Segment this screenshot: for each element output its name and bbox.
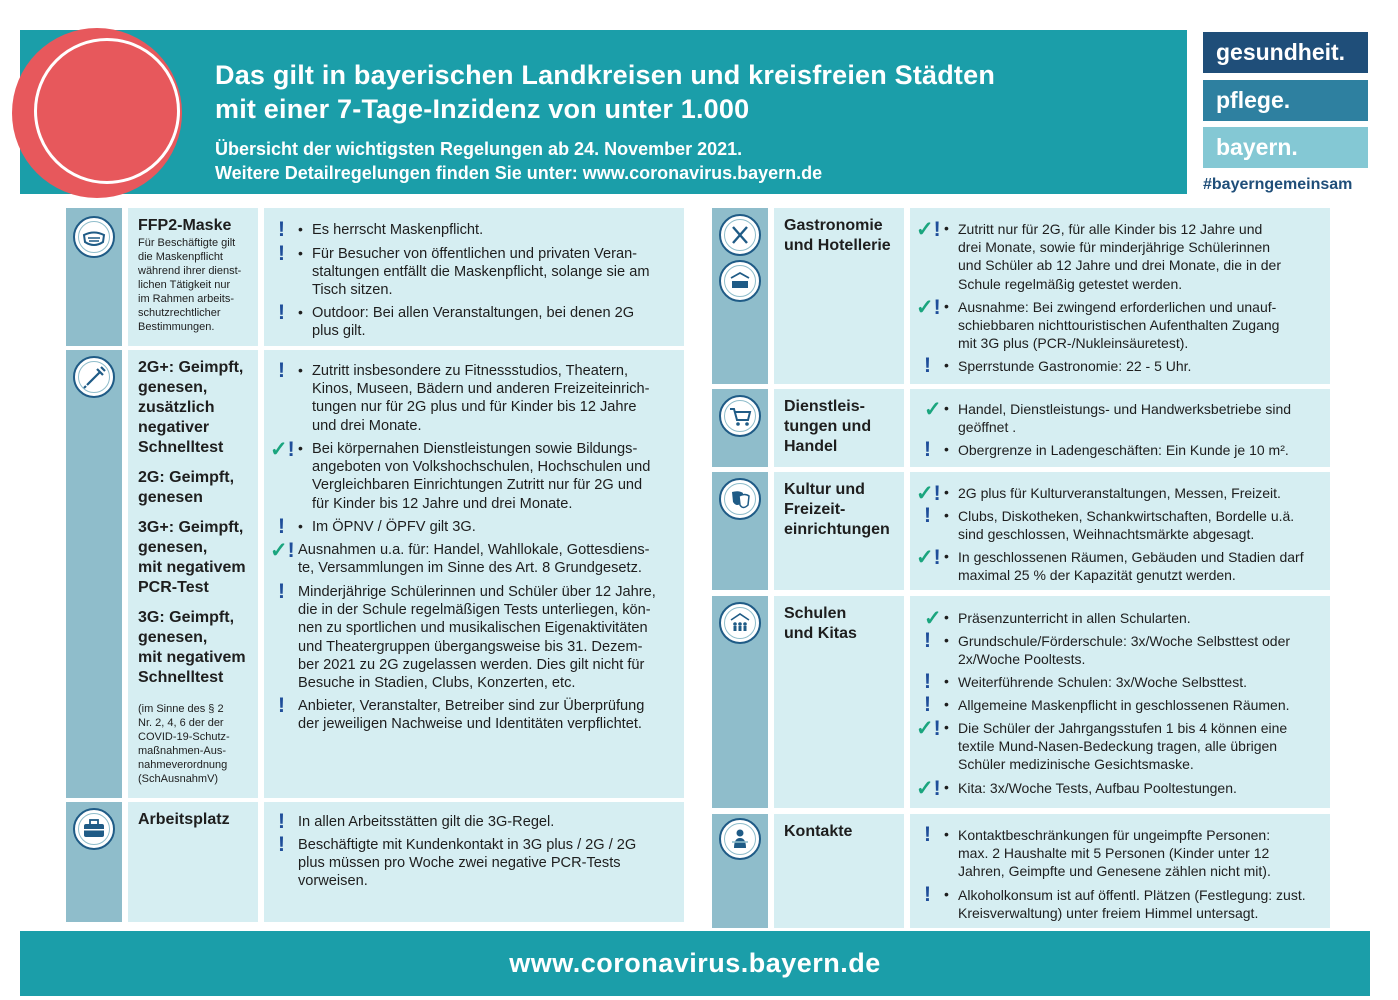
bullet-dot: • bbox=[944, 719, 949, 735]
note-line: nahmeverordnung bbox=[138, 759, 228, 771]
gastro-title bbox=[784, 216, 894, 256]
exclamation-icon: ! bbox=[933, 296, 941, 319]
title-line: Dienstleis- bbox=[784, 398, 865, 415]
subtitle-line-2: Weitere Detailregelungen finden Sie unter: www.coronavirus.bayern.de bbox=[215, 163, 823, 183]
exclamation-mark bbox=[278, 242, 285, 266]
bullet-dot: • bbox=[944, 696, 949, 712]
rule-line: 3G: Geimpft, bbox=[138, 609, 235, 626]
exclamation-icon: ! bbox=[933, 482, 941, 505]
exclamation-icon: ! bbox=[278, 515, 285, 538]
work-title: Arbeitsplatz bbox=[138, 811, 230, 828]
rule-line: negativer bbox=[138, 419, 210, 436]
bullet-dot: • bbox=[944, 548, 949, 564]
rule-text-line: Minderjährige Schülerinnen und Schüler über 12 Jahre, bbox=[298, 584, 656, 600]
check-exclamation-marks bbox=[916, 481, 941, 506]
rule-text-line: Für Besucher von öffentlichen und privaten Veran- bbox=[312, 246, 638, 262]
exclamation-mark bbox=[278, 694, 285, 718]
rule-text-line: Handel, Dienstleistungs- und Handwerksbetriebe sind bbox=[958, 401, 1292, 417]
rules-note bbox=[138, 702, 248, 786]
rule-line: Schnelltest bbox=[138, 669, 224, 686]
bullet-dot: • bbox=[298, 304, 303, 320]
rule-text-line: textile Mund-Nasen-Bedeckung tragen, alle übrigen bbox=[958, 738, 1278, 755]
exclamation-icon: ! bbox=[278, 833, 285, 856]
check-exclamation-marks bbox=[916, 716, 941, 741]
rule-text-line: Grundschule/Förderschule: 3x/Woche Selbsttest oder bbox=[958, 633, 1291, 649]
bullet-dot: • bbox=[944, 357, 949, 373]
rule-text-line: staltungen entfällt die Maskenpflicht, solange sie am bbox=[312, 264, 650, 281]
exclamation-mark bbox=[924, 354, 931, 378]
exclamation-icon: ! bbox=[933, 777, 941, 800]
gastro-icon-column bbox=[712, 208, 768, 384]
exclamation-icon: ! bbox=[924, 438, 931, 461]
rule-text-line: angeboten von Volkshochschulen, Hochschulen und bbox=[312, 459, 651, 476]
rule-text-line: Kita: 3x/Woche Tests, Aufbau Pooltestungen. bbox=[958, 780, 1237, 796]
exclamation-icon: ! bbox=[924, 823, 931, 846]
exclamation-mark bbox=[924, 504, 931, 528]
exclamation-icon: ! bbox=[278, 359, 285, 382]
rule-text-line: Allgemeine Maskenpflicht in geschlossenen Räumen. bbox=[958, 697, 1290, 713]
rule-text-line: In allen Arbeitsstätten gilt die 3G-Regel. bbox=[298, 814, 555, 830]
title-line: Gastronomie bbox=[784, 217, 883, 234]
rule-text-line: Weiterführende Schulen: 3x/Woche Selbsttest. bbox=[958, 674, 1247, 690]
title-line: und Kitas bbox=[784, 625, 857, 642]
theater-masks-icon bbox=[719, 478, 761, 520]
hashtag: #bayerngemeinsam bbox=[1203, 176, 1353, 193]
rule-text-line: Obergrenze in Ladengeschäften: Ein Kunde je 10 m². bbox=[958, 442, 1289, 458]
rule-text-line: Im ÖPNV / ÖPFV gilt 3G. bbox=[312, 519, 476, 535]
rule-line: mit negativem bbox=[138, 649, 246, 666]
exclamation-mark bbox=[924, 883, 931, 907]
rule-text-line: geöffnet . bbox=[958, 419, 1017, 436]
rule-text-line: Bei körpernahen Dienstleistungen sowie Bildungs- bbox=[312, 441, 638, 457]
rule-text-line: Tisch sitzen. bbox=[312, 282, 393, 299]
rule-text-line: Die Schüler der Jahrgangsstufen 1 bis 4 können eine bbox=[958, 720, 1288, 736]
exclamation-mark bbox=[924, 629, 931, 653]
bullet-dot: • bbox=[944, 632, 949, 648]
rule-line: genesen, bbox=[138, 379, 208, 396]
exclamation-icon: ! bbox=[278, 810, 285, 833]
note-line: lichen Tätigkeit nur bbox=[138, 279, 231, 291]
title-line: tungen und bbox=[784, 418, 872, 435]
rule-text-line: Präsenzunterricht in allen Schularten. bbox=[958, 610, 1191, 626]
exclamation-icon: ! bbox=[924, 504, 931, 527]
bullet-dot: • bbox=[944, 441, 949, 457]
rule-text-line: Zutritt nur für 2G, für alle Kinder bis 12 Jahre und bbox=[958, 221, 1263, 237]
bullet-dot: • bbox=[298, 362, 303, 378]
rule-line: genesen bbox=[138, 489, 203, 506]
bullet-dot: • bbox=[298, 221, 303, 237]
title-line: Handel bbox=[784, 438, 838, 455]
exclamation-icon: ! bbox=[278, 218, 285, 241]
note-line: COVID-19-Schutz- bbox=[138, 731, 230, 743]
rule-text-line: vorweisen. bbox=[298, 873, 368, 890]
cutlery-icon bbox=[719, 214, 761, 256]
rule-line: Schnelltest bbox=[138, 439, 224, 456]
check-exclamation-marks bbox=[916, 295, 941, 320]
exclamation-mark bbox=[278, 301, 285, 325]
schulen-title bbox=[784, 604, 894, 644]
rules-label bbox=[128, 350, 258, 798]
rule-line: 3G+: Geimpft, bbox=[138, 519, 244, 536]
page-subtitle bbox=[215, 137, 1175, 185]
rule-text-line: te, Versammlungen im Sinne des Art. 8 Grundgesetz. bbox=[298, 560, 642, 577]
rule-3g bbox=[138, 608, 248, 688]
rule-text-line: Kreisverwaltung) unter freiem Himmel untersagt. bbox=[958, 905, 1259, 922]
bullet-dot: • bbox=[944, 507, 949, 523]
schulen-label bbox=[774, 596, 904, 808]
exclamation-mark bbox=[924, 693, 931, 717]
circle-ring bbox=[34, 38, 180, 184]
hotel-bed-icon bbox=[719, 260, 761, 302]
subtitle-line-1: Übersicht der wichtigsten Regelungen ab 24. November 2021. bbox=[215, 139, 743, 159]
check-icon: ✓ bbox=[924, 607, 942, 630]
exclamation-mark bbox=[924, 670, 931, 694]
bullet-dot: • bbox=[944, 298, 949, 314]
rule-text-line: und Schüler ab 12 Jahre und drei Monate, die in der bbox=[958, 257, 1281, 274]
rule-text-line: die in der Schule regelmäßigen Tests unterliegen, kön- bbox=[298, 602, 651, 619]
kultur-title bbox=[784, 480, 894, 540]
check-icon: ✓ bbox=[270, 539, 288, 562]
rule-text-line: Schule regelmäßig getestet werden. bbox=[958, 275, 1183, 292]
rule-text-line: sind geschlossen, Weihnachtsmärkte abgesagt. bbox=[958, 526, 1255, 543]
note-line: (SchAusnahmV) bbox=[138, 773, 219, 785]
check-icon: ✓ bbox=[270, 438, 288, 461]
rule-text-line: 2G plus für Kulturveranstaltungen, Messen, Freizeit. bbox=[958, 485, 1281, 501]
rule-text-line: Es herrscht Maskenpflicht. bbox=[312, 222, 484, 238]
title-line: Kultur und bbox=[784, 481, 865, 498]
rule-text-line: Alkoholkonsum ist auf öffentl. Plätzen (Festlegung: zust. bbox=[958, 887, 1306, 903]
exclamation-mark bbox=[924, 823, 931, 847]
exclamation-icon: ! bbox=[278, 580, 285, 603]
kultur-icon-column bbox=[712, 472, 768, 590]
rule-text-line: Kontaktbeschränkungen für ungeimpfte Personen: bbox=[958, 827, 1271, 843]
exclamation-icon: ! bbox=[933, 717, 941, 740]
kontakte-label bbox=[774, 814, 904, 928]
check-icon: ✓ bbox=[916, 777, 934, 800]
title-line-1: Das gilt in bayerischen Landkreisen und kreisfreien Städten bbox=[215, 60, 996, 90]
exclamation-icon: ! bbox=[924, 883, 931, 906]
rule-line: 2G: Geimpft, bbox=[138, 469, 235, 486]
note-line: Für Beschäftigte gilt bbox=[138, 237, 236, 249]
check-icon: ✓ bbox=[916, 546, 934, 569]
rule-text-line: ber 2021 zu 2G zugelassen werden. Dies gilt nicht für bbox=[298, 656, 645, 673]
title-line: Schulen bbox=[784, 605, 847, 622]
people-contact-icon bbox=[719, 818, 761, 860]
exclamation-icon: ! bbox=[933, 218, 941, 241]
handel-icon-column bbox=[712, 389, 768, 467]
note-line: maßnahmen-Aus- bbox=[138, 745, 227, 757]
briefcase-icon bbox=[73, 808, 115, 850]
rule-text-line: maximal 25 % der Kapazität genutzt werden. bbox=[958, 567, 1236, 584]
check-exclamation-marks bbox=[924, 397, 942, 422]
rule-text-line: und drei Monate. bbox=[312, 417, 422, 434]
exclamation-icon: ! bbox=[924, 670, 931, 693]
exclamation-mark bbox=[278, 833, 285, 857]
exclamation-mark bbox=[278, 810, 285, 834]
exclamation-mark bbox=[924, 438, 931, 462]
exclamation-icon: ! bbox=[924, 693, 931, 716]
rule-text-line: plus gilt. bbox=[312, 323, 366, 340]
rule-text-line: tungen nur für 2G plus und für Kinder bis 12 Jahre bbox=[312, 399, 637, 416]
logo-gesundheit: gesundheit. bbox=[1203, 32, 1368, 73]
bullet-dot: • bbox=[944, 779, 949, 795]
bullet-dot: • bbox=[944, 400, 949, 416]
page-title bbox=[215, 58, 1175, 126]
check-icon: ✓ bbox=[916, 482, 934, 505]
rule-3g-plus bbox=[138, 518, 248, 598]
note-line: (im Sinne des § 2 bbox=[138, 703, 224, 715]
exclamation-mark bbox=[278, 218, 285, 242]
rule-text-line: Anbieter, Veranstalter, Betreiber sind zur Überprüfung bbox=[298, 698, 645, 714]
rule-text-line: Schüler medizinische Gesichtsmaske. bbox=[958, 756, 1194, 773]
rule-text-line: der jeweiligen Nachweise und Identitäten verpflichtet. bbox=[298, 716, 642, 733]
handel-label bbox=[774, 389, 904, 467]
kontakte-title: Kontakte bbox=[784, 823, 853, 840]
schulen-icon-column bbox=[712, 596, 768, 808]
check-exclamation-marks bbox=[270, 437, 295, 462]
bullet-dot: • bbox=[944, 609, 949, 625]
logo-pflege: pflege. bbox=[1203, 80, 1368, 121]
ffp2-note bbox=[138, 236, 248, 334]
bullet-dot: • bbox=[944, 886, 949, 902]
bullet-dot: • bbox=[944, 484, 949, 500]
title-line: einrichtungen bbox=[784, 521, 890, 538]
rule-text-line: Clubs, Diskotheken, Schankwirtschaften, Bordelle u.ä. bbox=[958, 508, 1295, 524]
rule-text-line: plus müssen pro Woche zwei negative PCR-Tests bbox=[298, 855, 621, 872]
note-line: während ihrer dienst- bbox=[138, 265, 242, 277]
check-exclamation-marks bbox=[270, 538, 295, 563]
note-line: Nr. 2, 4, 6 der der bbox=[138, 717, 224, 729]
ffp2-icon-column bbox=[66, 208, 122, 346]
note-line: schutzrechtlicher bbox=[138, 307, 221, 319]
note-line: die Maskenpflicht bbox=[138, 251, 223, 263]
bullet-dot: • bbox=[944, 673, 949, 689]
school-children-icon bbox=[719, 602, 761, 644]
rule-text-line: und Theatergruppen übergangsweise bis 31. Dezem- bbox=[298, 638, 643, 655]
footer-url: www.coronavirus.bayern.de bbox=[20, 931, 1370, 996]
rule-line: mit negativem bbox=[138, 559, 246, 576]
syringe-icon bbox=[73, 356, 115, 398]
check-exclamation-marks bbox=[916, 217, 941, 242]
rule-text-line: Kinos, Museen, Bädern und anderen Freizeiteinrich- bbox=[312, 381, 650, 398]
exclamation-icon: ! bbox=[278, 301, 285, 324]
rule-text-line: max. 2 Haushalte mit 5 Personen (Kinder unter 12 bbox=[958, 845, 1270, 862]
bullet-dot: • bbox=[944, 220, 949, 236]
ffp2-title: FFP2-Maske bbox=[138, 217, 232, 234]
rule-line: 2G+: Geimpft, bbox=[138, 359, 244, 376]
rule-text-line: schiebbaren nichttouristischen Aufenthalten Zugang bbox=[958, 317, 1280, 334]
note-line: Bestimmungen. bbox=[138, 321, 215, 333]
check-exclamation-marks bbox=[916, 545, 941, 570]
bullet-dot: • bbox=[298, 245, 303, 261]
red-circle-graphic bbox=[12, 28, 182, 198]
rule-text-line: drei Monate, sowie für minderjährige Schülerinnen bbox=[958, 239, 1271, 256]
work-icon-column bbox=[66, 802, 122, 922]
logo-bayern: bayern. bbox=[1203, 127, 1368, 168]
ffp2-label bbox=[128, 208, 258, 346]
rule-line: genesen, bbox=[138, 539, 208, 556]
bullet-dot: • bbox=[298, 518, 303, 534]
check-icon: ✓ bbox=[924, 398, 942, 421]
rule-text-line: In geschlossenen Räumen, Gebäuden und Stadien darf bbox=[958, 549, 1304, 565]
check-icon: ✓ bbox=[916, 296, 934, 319]
check-icon: ✓ bbox=[916, 218, 934, 241]
bullet-dot: • bbox=[298, 440, 303, 456]
rule-2g bbox=[138, 468, 248, 508]
rule-2g-plus bbox=[138, 358, 248, 458]
work-label bbox=[128, 802, 258, 922]
rule-text-line: Zutritt insbesondere zu Fitnessstudios, Theatern, bbox=[312, 363, 629, 379]
rule-text-line: nen zu sportlichen und musikalischen Eigenaktivitäten bbox=[298, 620, 648, 637]
title-line-2: mit einer 7-Tage-Inzidenz von unter 1.000 bbox=[215, 94, 750, 124]
rules-icon-column bbox=[66, 350, 122, 798]
rule-text-line: mit 3G plus (PCR-/Nukleinsäuretest). bbox=[958, 335, 1189, 352]
exclamation-icon: ! bbox=[287, 438, 295, 461]
kontakte-icon-column bbox=[712, 814, 768, 928]
shopping-cart-icon bbox=[719, 395, 761, 437]
exclamation-mark bbox=[278, 515, 285, 539]
exclamation-icon: ! bbox=[924, 354, 931, 377]
rule-text-line: Ausnahmen u.a. für: Handel, Wahllokale, Gottesdiens- bbox=[298, 542, 650, 558]
rule-text-line: 2x/Woche Pooltests. bbox=[958, 651, 1086, 668]
rule-line: genesen, bbox=[138, 629, 208, 646]
exclamation-icon: ! bbox=[287, 539, 295, 562]
rule-text-line: Beschäftigte mit Kundenkontakt in 3G plus / 2G / 2G bbox=[298, 837, 637, 853]
rule-text-line: Besuche in Stadien, Clubs, Konzerten, etc. bbox=[298, 675, 576, 691]
rule-text-line: Jahren, Geimpfte und Genesene zählen nicht mit). bbox=[958, 863, 1271, 880]
kultur-label bbox=[774, 472, 904, 590]
exclamation-icon: ! bbox=[924, 629, 931, 652]
bullet-dot: • bbox=[944, 826, 949, 842]
check-exclamation-marks bbox=[916, 776, 941, 801]
exclamation-icon: ! bbox=[278, 242, 285, 265]
check-icon: ✓ bbox=[916, 717, 934, 740]
rule-text-line: Outdoor: Bei allen Veranstaltungen, bei denen 2G bbox=[312, 305, 635, 321]
rule-text-line: Vergleichbaren Einrichtungen Zutritt nur für 2G und bbox=[312, 477, 643, 494]
handel-title bbox=[784, 397, 894, 457]
gastro-label bbox=[774, 208, 904, 384]
rule-text-line: für Kinder bis 12 Jahre und drei Monate. bbox=[312, 495, 573, 512]
rule-text-line: Sperrstunde Gastronomie: 22 - 5 Uhr. bbox=[958, 358, 1192, 374]
rule-line: zusätzlich bbox=[138, 399, 215, 416]
title-line: Freizeit- bbox=[784, 501, 846, 518]
exclamation-icon: ! bbox=[278, 694, 285, 717]
note-line: im Rahmen arbeits- bbox=[138, 293, 234, 305]
title-line: und Hotellerie bbox=[784, 237, 891, 254]
rule-text-line: Ausnahme: Bei zwingend erforderlichen und unauf- bbox=[958, 299, 1277, 315]
exclamation-mark bbox=[278, 359, 285, 383]
mask-icon bbox=[73, 216, 115, 258]
check-exclamation-marks bbox=[924, 606, 942, 631]
exclamation-mark bbox=[278, 580, 285, 604]
exclamation-icon: ! bbox=[933, 546, 941, 569]
rule-line: PCR-Test bbox=[138, 579, 209, 596]
